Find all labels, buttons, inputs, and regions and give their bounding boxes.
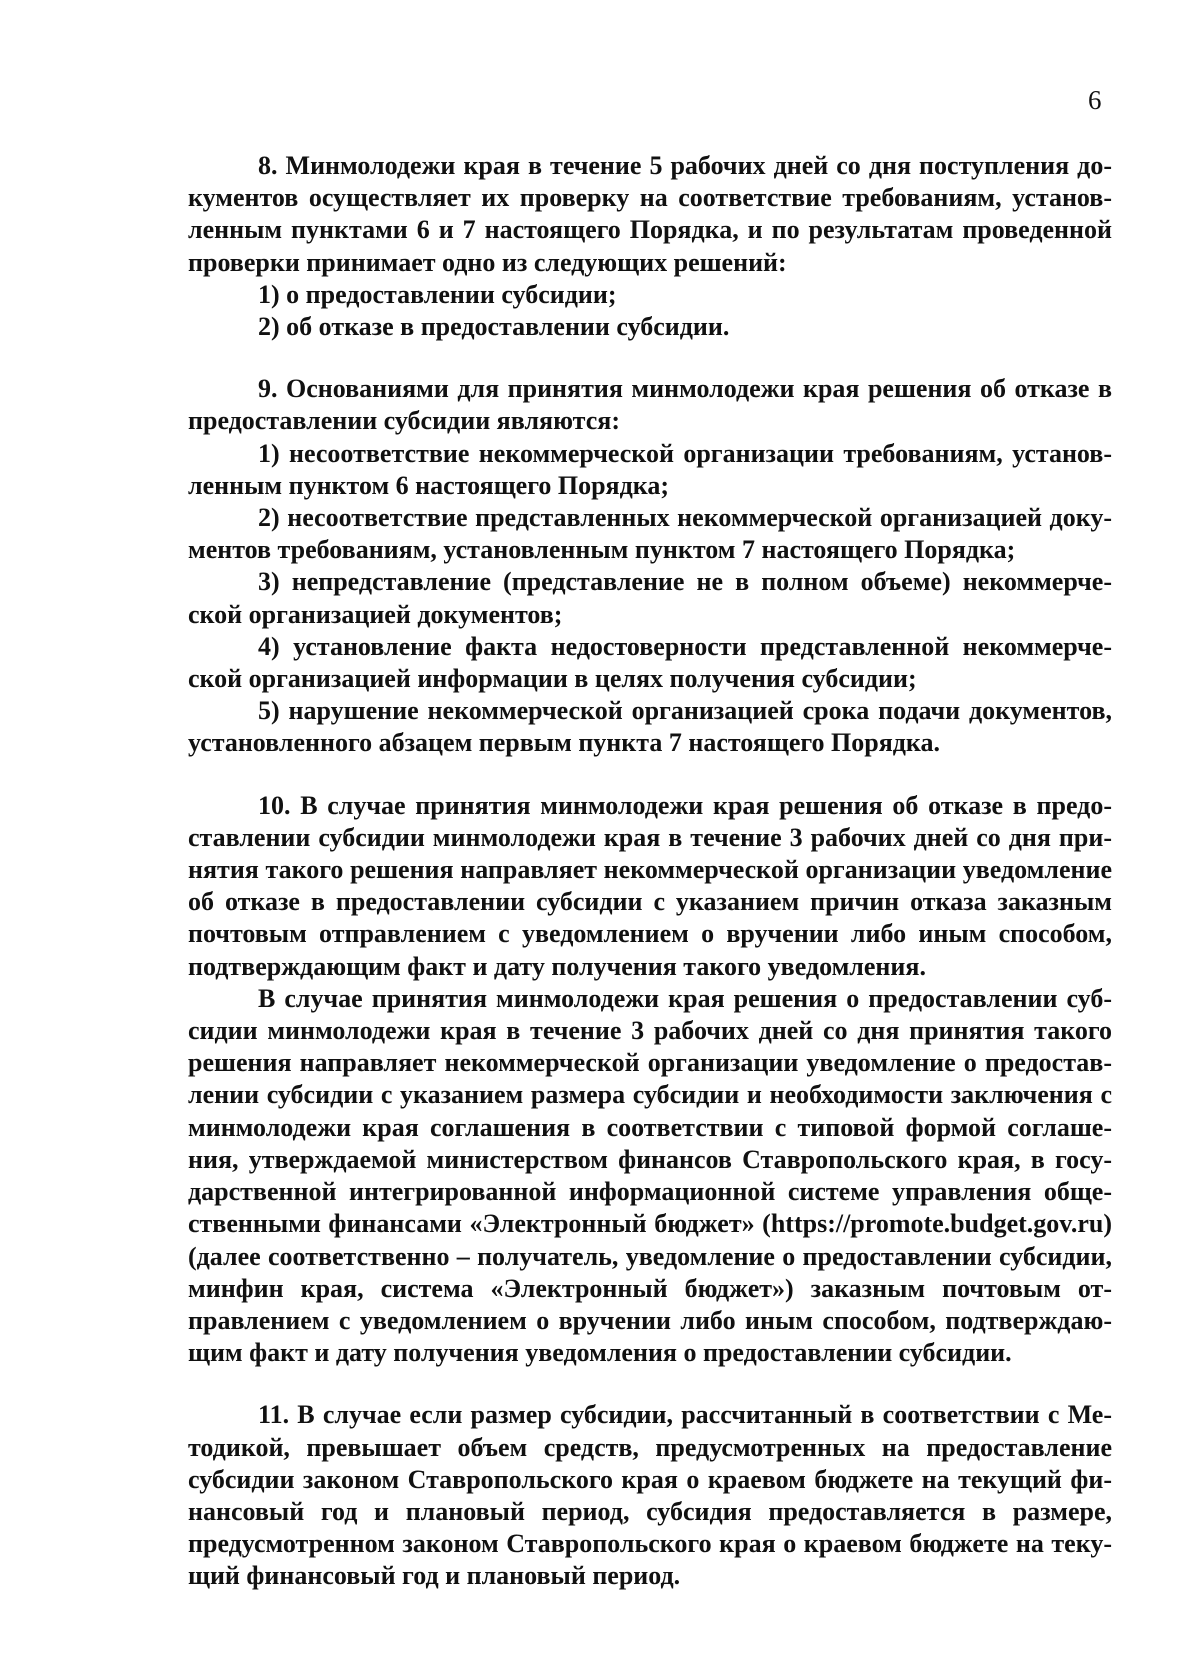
paragraph: 1) о предоставлении субсидии; (258, 279, 617, 309)
paragraph: 8. Минмолодежи края в течение 5 рабочих дней со дня поступления документов осуществляет их проверку на соответствие требованиям, установленным пунктами 6 и 7 настоящего Порядка, и по результатам проведенной проверки принимает одно из следующих решений: (188, 151, 1112, 277)
paragraph: 2) несоответствие представленных некоммерческой организацией документов требованиям, установленным пунктом 7 настоящего Порядка; (188, 503, 1112, 565)
paragraph: 2) об отказе в предоставлении субсидии. (258, 312, 730, 342)
paragraph: 5) нарушение некоммерческой организацией срока подачи документов, установленного абзацем первым пункта 7 настоящего Порядка. (188, 696, 1112, 758)
section-item-10 (188, 790, 1112, 1370)
paragraph: 1) несоответствие некоммерческой организации требованиям, установленным пунктом 6 настоящего Порядка; (188, 438, 1112, 500)
document-body (188, 150, 1112, 1593)
page-number: 6 (1088, 85, 1102, 115)
paragraph: 9. Основаниями для принятия минмолодежи края решения об отказе в предоставлении субсидии являются: (188, 374, 1112, 436)
section-item-9 (188, 373, 1112, 759)
section-item-11 (188, 1399, 1112, 1592)
paragraph: 4) установление факта недостоверности представленной некоммерческой организацией информации в целях получения субсидии; (188, 631, 1112, 694)
paragraph: В случае принятия минмолодежи края решения о предоставлении субсидии минмолодежи края в течение 3 рабочих дней со дня принятия такого решения направляет некоммерческой организации уведомление о предоставлении субсидии с указанием размера субсидии и необходимости заключения с минмолодежи края соглашения в соответствии с типовой формой соглашения, утверждаемой министерством финансов Ставропольского края, в государственной интегрированной информационной системе управления общественными финансами «Электронный бюджет» (https://promote.budget.gov.ru) (далее соответственно – получатель, уведомление о предоставлении субсидии, минфин края, система «Электронный бюджет») заказным почтовым отправлением с уведомлением о вручении либо иным способом, подтверждающим факт и дату получения уведомления о предоставлении субсидии. (188, 983, 1112, 1368)
paragraph: 11. В случае если размер субсидии, рассчитанный в соответствии с Методикой, превышает объем средств, предусмотренных на предоставление субсидии законом Ставропольского края о краевом бюджете на текущий финансовый год и плановый период, субсидия предоставляется в размере, предусмотренном законом Ставропольского края о краевом бюджете на текущий финансовый год и плановый период. (188, 1400, 1112, 1591)
paragraph: 10. В случае принятия минмолодежи края решения об отказе в предоставлении субсидии минмолодежи края в течение 3 рабочих дней со дня принятия такого решения направляет некоммерческой организации уведомление об отказе в предоставлении субсидии с указанием причин отказа заказным почтовым отправлением с уведомлением о вручении либо иным способом, подтверждающим факт и дату получения такого уведомления. (188, 790, 1112, 981)
paragraph: 3) непредставление (представление не в полном объеме) некоммерческой организацией документов; (188, 567, 1112, 629)
section-item-8 (188, 150, 1112, 343)
